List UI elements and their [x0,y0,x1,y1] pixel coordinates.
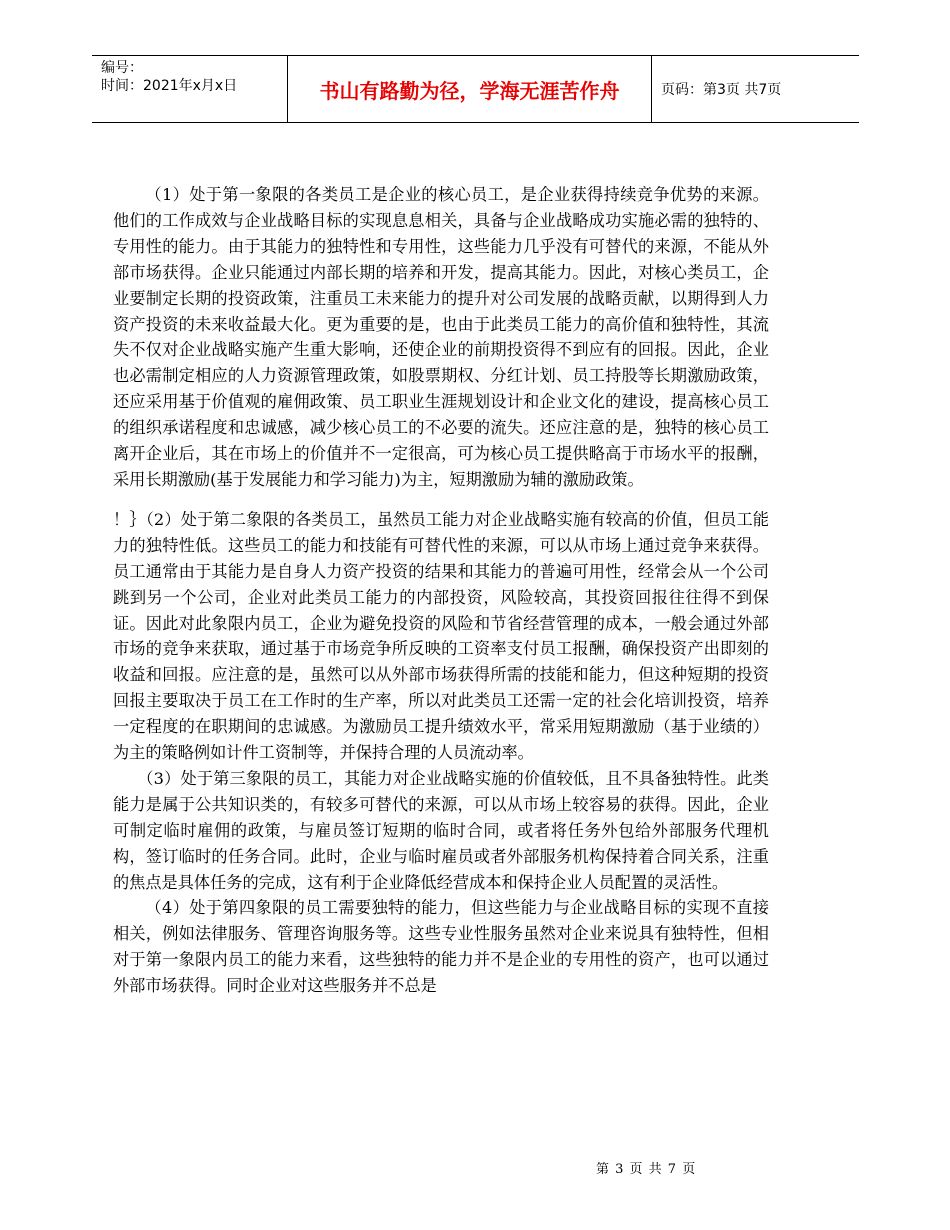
paragraph-quadrant-2: ！｝（2）处于第二象限的各类员工，虽然员工能力对企业战略实施有较高的价值，但员工能力的独特性低。这些员工的能力和技能有可替代性的来源，可以从市场上通过竞争来获得。员工通常由于其能力是自身人力资产投资的结果和其能力的普遍可用性，经常会从一个公司跳到另一个公司，企业对此类员工能力的内部投资，风险较高，其投资回报往往得不到保证。因此对此象限内员工，企业为避免投资的风险和节省经营管理的成本，一般会通过外部市场的竞争来获取，通过基于市场竞争所反映的工资率支付员工报酬，确保投资产出即刻的收益和回报。应注意的是，虽然可以从外部市场获得所需的技能和能力，但这种短期的投资回报主要取决于员工在工作时的生产率，所以对此类员工还需一定的社会化培训投资，培养一定程度的在职期间的忠诚感。为激励员工提升绩效水平，常采用短期激励（基于业绩的）为主的策略例如计件工资制等，并保持合理的人员流动率。 [113,509,769,763]
paragraph-quadrant-1: （1）处于第一象限的各类员工是企业的核心员工，是企业获得持续竞争优势的来源。他们的工作成效与企业战略目标的实现息息相关，具备与企业战略成功实施必需的独特的、专用性的能力。由于其能力的独特性和专用性，这些能力几乎没有可替代的来源，不能从外部市场获得。企业只能通过内部长期的培养和开发，提高其能力。因此，对核心类员工，企业要制定长期的投资政策，注重员工未来能力的提升对公司发展的战略贡献，以期得到人力资产投资的未来收益最大化。更为重要的是，也由于此类员工能力的高价值和独特性，其流失不仅对企业战略实施产生重大影响，还使企业的前期投资得不到应有的回报。因此，企业也必需制定相应的人力资源管理政策，如股票期权、分红计划、员工持股等长期激励政策，还应采用基于价值观的雇佣政策、员工职业生涯规划设计和企业文化的建设，提高核心员工的组织承诺程度和忠诚感，减少核心员工的不必要的流失。还应注意的是，独特的核心员工离开企业后，其在市场上的价值并不一定很高，可为核心员工提供略高于市场水平的报酬，采用长期激励(基于发展能力和学习能力)为主，短期激励为辅的激励政策。 [113,185,769,489]
paragraph-quadrant-4: （4）处于第四象限的员工需要独特的能力，但这些能力与企业战略目标的实现不直接相关，例如法律服务、管理咨询服务等。这些专业性服务虽然对企业来说具有独特性，但相对于第一象限内员工的能力来看，这些独特的能力并不是企业的专用性的资产，也可以通过外部市场获得。同时企业对这些服务并不总是 [113,898,769,996]
header-page-indicator [652,56,859,122]
page-footer: 第 3 页 共 7 页 [596,1162,697,1177]
page-header [92,55,859,123]
document-code-label: 编号： [101,60,143,76]
header-motto: 书山有路勤为径，学海无涯苦作舟 [288,56,652,122]
document-time-label: 时间：2021年x月x日 [101,78,238,94]
document-body [113,182,769,999]
header-meta [92,56,288,122]
paragraph-quadrant-3: （3）处于第三象限的员工，其能力对企业战略实施的价值较低，且不具备独特性。此类能力是属于公共知识类的，有较多可替代的来源，可以从市场上较容易的获得。因此，企业可制定临时雇佣的政策，与雇员签订短期的临时合同，或者将任务外包给外部服务代理机构，签订临时的任务合同。此时，企业与临时雇员或者外部服务机构保持着合同关系，注重的焦点是具体任务的完成，这有利于企业降低经营成本和保持企业人员配置的灵活性。 [113,768,769,892]
header-page-label: 页码：第3页 共7页 [661,82,782,98]
